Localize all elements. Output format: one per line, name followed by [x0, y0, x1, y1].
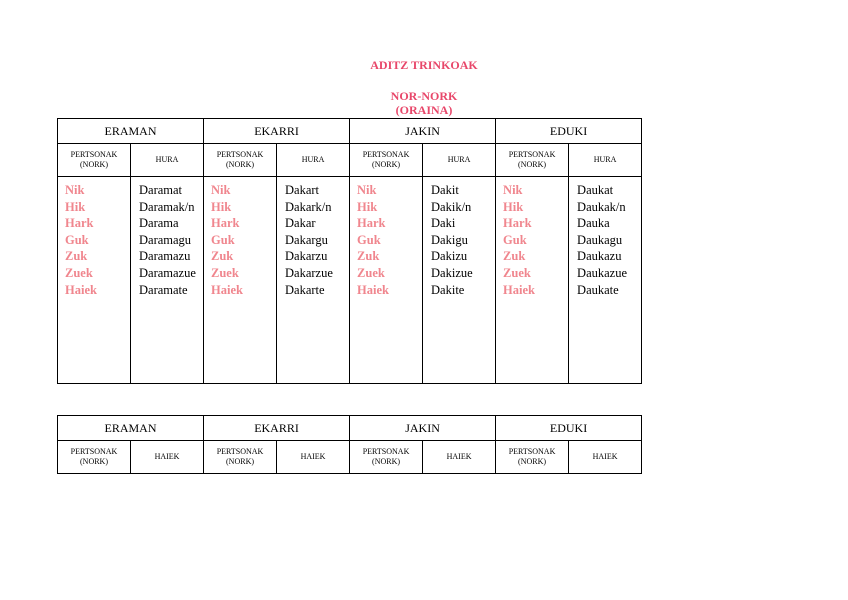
column-header-persons: PERTSONAK (NORK)	[58, 144, 131, 177]
person-item: Guk	[357, 232, 381, 247]
document-subtitle-type: NOR-NORK	[390, 89, 458, 103]
verb-form: Dakargu	[285, 232, 328, 247]
verb-form: Daramagu	[139, 232, 192, 247]
verb-form: Daukak/n	[577, 199, 626, 214]
person-item: Haiek	[65, 282, 97, 297]
person-item: Zuk	[503, 249, 526, 264]
conjugation-table-haiek	[57, 415, 642, 474]
column-header-object: HURA	[569, 144, 642, 177]
column-header-object: HAIEK	[423, 441, 496, 474]
column-header-object: HAIEK	[277, 441, 350, 474]
person-item: Hark	[503, 216, 532, 231]
verb-form: Daukazue	[577, 265, 628, 280]
column-header-persons: PERTSONAK (NORK)	[496, 441, 569, 474]
verb-form: Daukagu	[577, 232, 623, 247]
verb-form: Dauka	[577, 216, 610, 231]
verb-header-jakin: JAKIN	[350, 416, 496, 441]
verb-header-jakin: JAKIN	[350, 119, 496, 144]
column-header-persons: PERTSONAK (NORK)	[350, 441, 423, 474]
verb-form: Darama	[139, 216, 179, 231]
verb-form: Daramak/n	[139, 199, 195, 214]
person-item: Hik	[503, 199, 524, 214]
forms-list-eduki	[569, 177, 642, 384]
verb-form: Daukat	[577, 183, 614, 197]
verb-form: Dakark/n	[285, 199, 332, 214]
column-header-persons: PERTSONAK (NORK)	[350, 144, 423, 177]
column-header-persons: PERTSONAK (NORK)	[204, 144, 277, 177]
verb-form: Dakart	[285, 183, 320, 197]
column-header-object: HURA	[277, 144, 350, 177]
person-item: Zuk	[211, 249, 234, 264]
person-item: Zuek	[65, 265, 93, 280]
verb-form: Daki	[431, 216, 456, 231]
person-item: Nik	[65, 183, 85, 197]
column-header-persons: PERTSONAK (NORK)	[496, 144, 569, 177]
forms-list-ekarri	[277, 177, 350, 384]
person-item: Haiek	[357, 282, 389, 297]
person-item: Guk	[503, 232, 527, 247]
person-item: Hark	[65, 216, 94, 231]
verb-header-eraman: ERAMAN	[58, 119, 204, 144]
person-item: Zuek	[211, 265, 239, 280]
person-item: Hik	[65, 199, 86, 214]
verb-form: Dakizu	[431, 249, 468, 264]
column-header-persons: PERTSONAK (NORK)	[58, 441, 131, 474]
persons-list-jakin	[350, 177, 423, 384]
person-item: Hark	[211, 216, 240, 231]
document-title: ADITZ TRINKOAK	[370, 58, 478, 72]
person-item: Zuk	[65, 249, 88, 264]
verb-form: Daramazu	[139, 249, 191, 264]
person-item: Nik	[357, 183, 377, 197]
verb-header-eraman: ERAMAN	[58, 416, 204, 441]
verb-form: Daramazue	[139, 265, 196, 280]
column-header-object: HURA	[423, 144, 496, 177]
verb-form: Dakit	[431, 183, 459, 197]
person-item: Hark	[357, 216, 386, 231]
person-item: Hik	[211, 199, 232, 214]
column-header-persons: PERTSONAK (NORK)	[204, 441, 277, 474]
person-item: Hik	[357, 199, 378, 214]
verb-form: Daukate	[577, 282, 619, 297]
verb-form: Daramate	[139, 282, 188, 297]
verb-form: Dakik/n	[431, 199, 472, 214]
person-item: Guk	[65, 232, 89, 247]
column-header-object: HAIEK	[131, 441, 204, 474]
person-item: Zuek	[503, 265, 531, 280]
forms-list-eraman	[131, 177, 204, 384]
column-header-object: HURA	[131, 144, 204, 177]
person-item: Zuek	[357, 265, 385, 280]
document-subtitle-tense: (ORAINA)	[395, 103, 453, 117]
person-item: Guk	[211, 232, 235, 247]
person-item: Haiek	[503, 282, 535, 297]
verb-form: Dakite	[431, 282, 465, 297]
verb-form: Dakizue	[431, 265, 473, 280]
verb-form: Dakarzu	[285, 249, 328, 264]
verb-form: Dakar	[285, 216, 316, 231]
persons-list-ekarri	[204, 177, 277, 384]
person-item: Nik	[503, 183, 523, 197]
verb-header-eduki: EDUKI	[496, 416, 642, 441]
persons-list-eraman	[58, 177, 131, 384]
verb-form: Dakarzue	[285, 265, 333, 280]
verb-header-ekarri: EKARRI	[204, 416, 350, 441]
verb-form: Dakigu	[431, 232, 468, 247]
verb-header-ekarri: EKARRI	[204, 119, 350, 144]
person-item: Haiek	[211, 282, 243, 297]
forms-list-jakin	[423, 177, 496, 384]
verb-form: Daramat	[139, 183, 183, 197]
column-header-object: HAIEK	[569, 441, 642, 474]
verb-form: Dakarte	[285, 282, 325, 297]
conjugation-table-hura	[57, 118, 642, 384]
person-item: Nik	[211, 183, 231, 197]
verb-form: Daukazu	[577, 249, 622, 264]
verb-header-eduki: EDUKI	[496, 119, 642, 144]
person-item: Zuk	[357, 249, 380, 264]
persons-list-eduki	[496, 177, 569, 384]
